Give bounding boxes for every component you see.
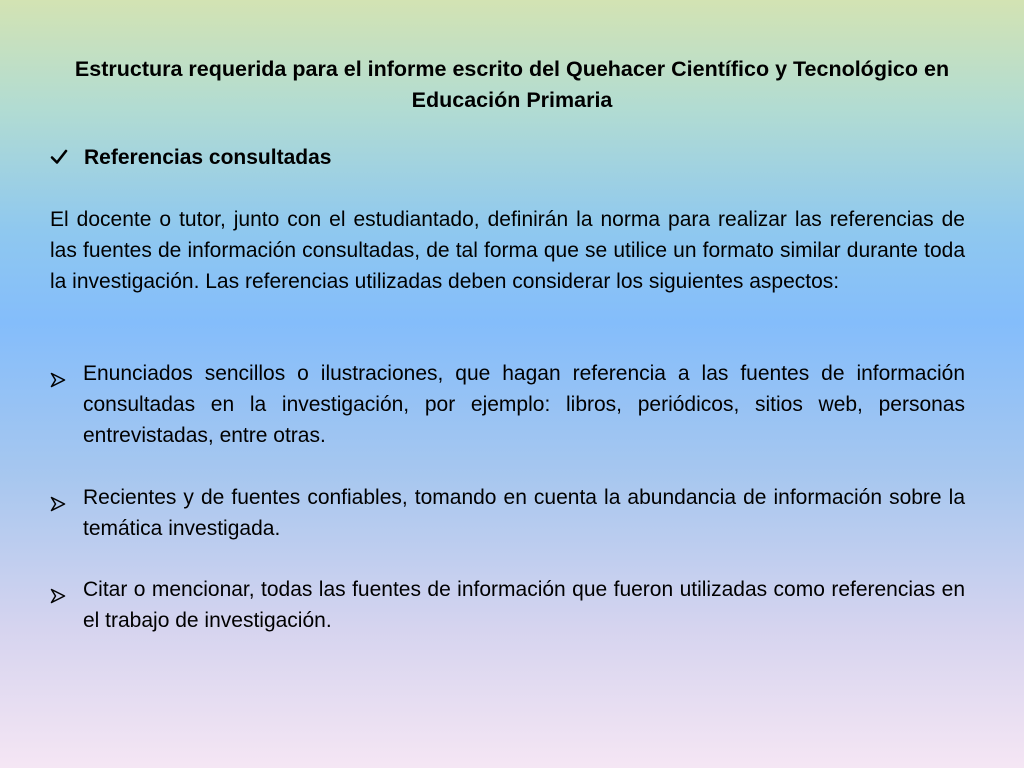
checkmark-icon — [50, 142, 84, 175]
intro-paragraph: El docente o tutor, junto con el estudiantado, definirán la norma para realizar las referencias de las fuentes de información consultadas, de tal forma que se utilice un formato similar durante toda la investigación. Las referencias utilizadas deben considerar los siguientes aspectos: — [50, 208, 965, 293]
section-heading: Referencias consultadas — [84, 146, 332, 169]
section-heading-row — [50, 142, 970, 175]
list-item — [50, 574, 965, 636]
arrowhead-bullet-icon — [50, 574, 83, 613]
list-item — [50, 482, 965, 544]
list-item-text: Citar o mencionar, todas las fuentes de información que fueron utilizadas como referencias en el trabajo de investigación. — [83, 578, 965, 632]
list-item-text: Recientes y de fuentes confiables, tomando en cuenta la abundancia de información sobre la temática investigada. — [83, 486, 965, 540]
list-item — [50, 358, 965, 451]
slide-title: Estructura requerida para el informe escrito del Quehacer Científico y Tecnológico en Educación Primaria — [74, 57, 950, 112]
arrowhead-bullet-icon — [50, 358, 83, 397]
arrowhead-bullet-icon — [50, 482, 83, 521]
list-item-text: Enunciados sencillos o ilustraciones, que hagan referencia a las fuentes de información consultadas en la investigación, por ejemplo: libros, periódicos, sitios web, personas entrevistadas, entre otras. — [83, 362, 965, 447]
